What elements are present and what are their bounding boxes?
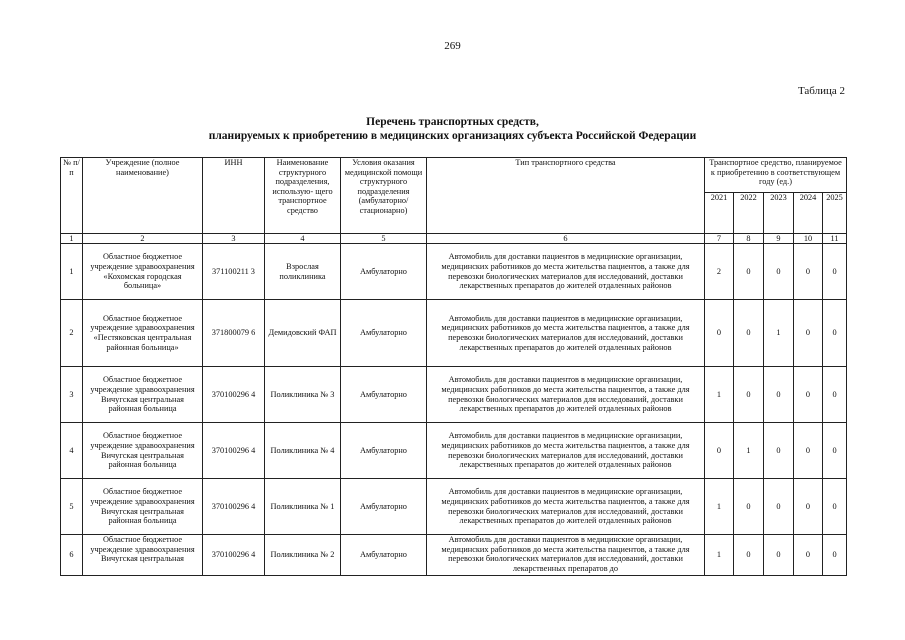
- row-inn: 370100296 4: [203, 367, 265, 423]
- row-2024: 0: [794, 300, 823, 367]
- row-num: 5: [61, 479, 83, 535]
- title-line-1: Перечень транспортных средств,: [366, 116, 539, 128]
- row-vehicle-type: Автомобиль для доставки пациентов в медицинские организации, медицинских работников до места жительства пациентов, а также для перевозки биологических материалов для исследований, доставки лекарственных препаратов до жителей отдаленных районов: [427, 423, 705, 479]
- table-row: [61, 423, 847, 479]
- header-division: Наименование структурного подразделения, использую- щего транспортное средство: [265, 158, 341, 234]
- row-2023: 0: [764, 479, 794, 535]
- vehicles-table: [60, 157, 847, 576]
- row-conditions: Амбулаторно: [341, 367, 427, 423]
- row-2022: 0: [734, 479, 764, 535]
- row-2024: 0: [794, 479, 823, 535]
- table-row: [61, 535, 847, 576]
- row-2025: 0: [823, 367, 847, 423]
- row-institution: Областное бюджетное учреждение здравоохранения «Кохомская городская больница»: [83, 244, 203, 300]
- row-2023: 0: [764, 423, 794, 479]
- row-division: Поликлиника № 4: [265, 423, 341, 479]
- table-label: Таблица 2: [797, 85, 845, 97]
- column-number: 11: [823, 234, 847, 244]
- row-inn: 370100296 4: [203, 479, 265, 535]
- row-2025: 0: [823, 479, 847, 535]
- page-number: 269: [444, 40, 461, 52]
- column-number: 1: [61, 234, 83, 244]
- row-conditions: Амбулаторно: [341, 244, 427, 300]
- row-inn: 371800079 6: [203, 300, 265, 367]
- header-year-2022: 2022: [734, 193, 764, 234]
- column-number: 4: [265, 234, 341, 244]
- row-2024: 0: [794, 244, 823, 300]
- header-year-2021: 2021: [705, 193, 734, 234]
- table-row: [61, 479, 847, 535]
- row-2022: 0: [734, 367, 764, 423]
- header-institution: Учреждение (полное наименование): [83, 158, 203, 234]
- row-2021: 0: [705, 300, 734, 367]
- row-2023: 0: [764, 535, 794, 576]
- row-vehicle-type: Автомобиль для доставки пациентов в медицинские организации, медицинских работников до места жительства пациентов, а также для перевозки биологических материалов для исследований, доставки лекарственных препаратов до жителей отдаленных районов: [427, 367, 705, 423]
- row-num: 4: [61, 423, 83, 479]
- document-title: [0, 115, 905, 143]
- column-number: 7: [705, 234, 734, 244]
- header-year-2025: 2025: [823, 193, 847, 234]
- row-2021: 1: [705, 367, 734, 423]
- row-2025: 0: [823, 535, 847, 576]
- row-2022: 0: [734, 535, 764, 576]
- column-number-row: [61, 234, 847, 244]
- row-vehicle-type: Автомобиль для доставки пациентов в медицинские организации, медицинских работников до места жительства пациентов, а также для перевозки биологических материалов для исследований, доставки лекарственных препаратов до жителей отдаленных районов: [427, 300, 705, 367]
- row-2021: 0: [705, 423, 734, 479]
- row-institution: Областное бюджетное учреждение здравоохранения Вичугская центральная: [83, 535, 203, 576]
- column-number: 6: [427, 234, 705, 244]
- row-2024: 0: [794, 367, 823, 423]
- row-division: Взрослая поликлиника: [265, 244, 341, 300]
- row-num: 2: [61, 300, 83, 367]
- row-vehicle-type: Автомобиль для доставки пациентов в медицинские организации, медицинских работников до места жительства пациентов, а также для перевозки биологических материалов для исследований, доставки лекарственных препаратов до жителей отдаленных районов: [427, 479, 705, 535]
- row-num: 6: [61, 535, 83, 576]
- row-vehicle-type: Автомобиль для доставки пациентов в медицинские организации, медицинских работников до места жительства пациентов, а также для перевозки биологических материалов для исследований, доставки лекарственных препаратов до жителей отдаленных районов: [427, 244, 705, 300]
- row-vehicle-type: Автомобиль для доставки пациентов в медицинские организации, медицинских работников до места жительства пациентов, а также для перевозки биологических материалов для исследований, доставки лекарственных препаратов до: [427, 535, 705, 576]
- row-division: Поликлиника № 2: [265, 535, 341, 576]
- column-number: 3: [203, 234, 265, 244]
- row-institution: Областное бюджетное учреждение здравоохранения Вичугская центральная районная больница: [83, 423, 203, 479]
- header-year-2024: 2024: [794, 193, 823, 234]
- row-2023: 1: [764, 300, 794, 367]
- title-line-2: планируемых к приобретению в медицинских организациях субъекта Российской Федерации: [208, 130, 697, 142]
- row-2025: 0: [823, 423, 847, 479]
- header-inn: ИНН: [203, 158, 265, 234]
- row-2022: 0: [734, 300, 764, 367]
- table-row: [61, 367, 847, 423]
- row-2021: 1: [705, 479, 734, 535]
- row-2025: 0: [823, 300, 847, 367]
- header-year-2023: 2023: [764, 193, 794, 234]
- row-2024: 0: [794, 423, 823, 479]
- row-num: 3: [61, 367, 83, 423]
- row-institution: Областное бюджетное учреждение здравоохранения «Пестяковская центральная районная больница»: [83, 300, 203, 367]
- row-division: Поликлиника № 3: [265, 367, 341, 423]
- header-conditions: Условия оказания медицинской помощи структурного подразделения (амбулаторно/ стационарно): [341, 158, 427, 234]
- row-2022: 1: [734, 423, 764, 479]
- row-2021: 2: [705, 244, 734, 300]
- column-number: 5: [341, 234, 427, 244]
- table-row: [61, 244, 847, 300]
- header-row: [61, 158, 847, 193]
- row-2021: 1: [705, 535, 734, 576]
- header-num: № п/п: [61, 158, 83, 234]
- column-number: 9: [764, 234, 794, 244]
- row-inn: 371100211 3: [203, 244, 265, 300]
- header-vehicle-type: Тип транспортного средства: [427, 158, 705, 234]
- row-conditions: Амбулаторно: [341, 535, 427, 576]
- row-inn: 370100296 4: [203, 535, 265, 576]
- column-number: 2: [83, 234, 203, 244]
- column-number: 10: [794, 234, 823, 244]
- row-2023: 0: [764, 244, 794, 300]
- row-2023: 0: [764, 367, 794, 423]
- row-2024: 0: [794, 535, 823, 576]
- row-conditions: Амбулаторно: [341, 300, 427, 367]
- row-num: 1: [61, 244, 83, 300]
- row-division: Поликлиника № 1: [265, 479, 341, 535]
- row-2025: 0: [823, 244, 847, 300]
- row-institution: Областное бюджетное учреждение здравоохранения Вичугская центральная районная больница: [83, 367, 203, 423]
- column-number: 8: [734, 234, 764, 244]
- row-conditions: Амбулаторно: [341, 479, 427, 535]
- row-division: Демидовский ФАП: [265, 300, 341, 367]
- row-2022: 0: [734, 244, 764, 300]
- row-inn: 370100296 4: [203, 423, 265, 479]
- row-conditions: Амбулаторно: [341, 423, 427, 479]
- row-institution: Областное бюджетное учреждение здравоохранения Вичугская центральная районная больница: [83, 479, 203, 535]
- table-row: [61, 300, 847, 367]
- header-plan-group: Транспортное средство, планируемое к приобретению в соответствующем году (ед.): [705, 158, 847, 193]
